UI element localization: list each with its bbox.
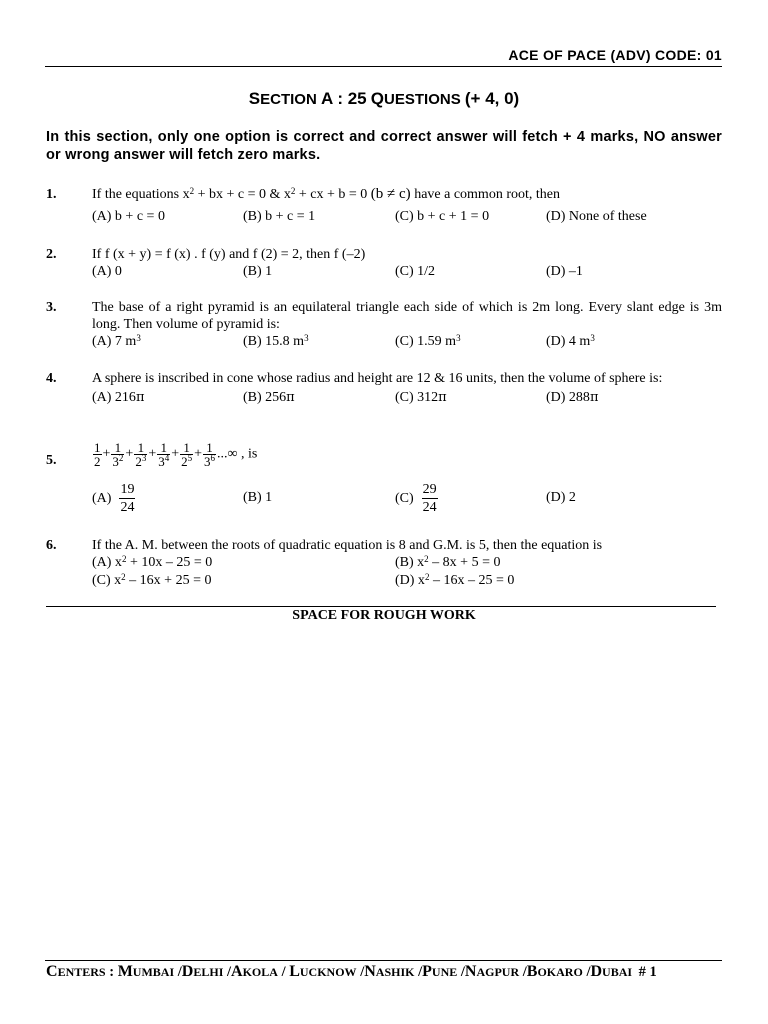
center-city: PUNE	[422, 963, 458, 980]
options	[92, 333, 722, 351]
center-city: MUMBAI	[117, 963, 175, 980]
option-a: (A) 0	[92, 264, 122, 279]
option-c: (C) 1/2	[395, 264, 436, 279]
question-number: 5.	[46, 453, 57, 468]
options	[92, 389, 722, 407]
section-instructions: In this section, only one option is correct and correct answer will fetch + 4 marks, NO answer or wrong answer will fetch zero marks.	[46, 129, 722, 163]
question-body	[92, 299, 722, 351]
option-a: (A) b + c = 0	[92, 209, 165, 224]
option-c: (C) $x^2 - 16x + 25 = 0$	[92, 572, 212, 588]
question-text: If f (x + y) = f (x) . f (y) and f (2) = 2, then f (–2)	[92, 247, 366, 262]
option-a: (A) 7 $m^3$	[92, 333, 141, 349]
option-a: (A) 216π	[92, 390, 145, 405]
center-city: DELHI	[181, 963, 224, 980]
center-city: NAGPUR	[464, 963, 520, 980]
question-text: If the equations $x^2$ + bx + c = 0 & $x^2$ + cx + b = 0 (b ≠ c) have a common root, then	[92, 186, 560, 202]
series-term: $\frac{1}{3^4}$	[158, 440, 170, 469]
option-b: (B) 15.8 $m^3$	[243, 333, 309, 349]
option-c: (C) b + c + 1 = 0	[395, 209, 490, 224]
question-body	[92, 370, 722, 407]
centers-footer: CENTERS : MUMBAI /DELHI /AKOLA / LUCKNOW /NASHIK /PUNE /NAGPUR /BOKARO /DUBAI # 1	[46, 963, 657, 980]
option-d: (D) $x^2 - 16x - 25 = 0$	[395, 572, 515, 588]
option-d: (D) 4 $m^3$	[546, 333, 595, 349]
options	[92, 208, 722, 226]
option-c: (C) 312π	[395, 390, 447, 405]
header-divider	[45, 66, 722, 67]
center-city: BOKARO	[526, 963, 583, 980]
series-term: $\frac{1}{3^2}$	[112, 440, 124, 469]
options	[92, 263, 722, 281]
option-b: (B) 1	[243, 490, 273, 505]
center-city: DUBAI	[590, 963, 633, 980]
center-cities: MUMBAI /DELHI /AKOLA / LUCKNOW /NASHIK /PUNE /NAGPUR /BOKARO /DUBAI	[117, 963, 633, 980]
page-number: # 1	[638, 964, 657, 980]
question-text: The base of a right pyramid is an equilateral triangle each side of which is 2m long. Every slant edge is 3m long. Then volume of pyramid is:	[92, 300, 722, 332]
option-c: (C) 1.59 $m^3$	[395, 333, 461, 349]
series-term: $\frac{1}{2^3}$	[135, 440, 147, 469]
series-term: $\frac{1}{2}$	[94, 440, 101, 469]
footer-divider	[45, 960, 722, 961]
option-d: (D) 2	[546, 490, 576, 505]
question-number: 1.	[46, 187, 57, 202]
question-text: If the A. M. between the roots of quadratic equation is 8 and G.M. is 5, then the equation is	[92, 538, 603, 553]
rough-work-divider	[46, 606, 716, 607]
center-city: LUCKNOW	[289, 963, 357, 980]
series-term: $\frac{1}{3^6}$	[204, 440, 216, 469]
option-a: (A) $\frac{19}{24}$	[92, 482, 135, 515]
question-body	[92, 441, 722, 517]
section-title: SECTION A : 25 QUESTIONS (+ 4, 0)	[248, 89, 520, 108]
center-city: NASHIK	[364, 963, 415, 980]
option-b: (B) 1	[243, 264, 273, 279]
option-c: (C) $\frac{29}{24}$	[395, 482, 437, 515]
option-b: (B) 256π	[243, 390, 295, 405]
option-d: (D) 288π	[546, 390, 599, 405]
series-expression: $\frac{1}{2}$ + $\frac{1}{3^2}$ + $\frac{1}{2^3}$ + $\frac{1}{3^4}$ + $\frac{1}{2^5}$ + $\frac{1}{3^6}$ ...∞ , is	[94, 440, 258, 469]
option-b: (B) $x^2 - 8x + 5 = 0$	[395, 554, 501, 570]
options	[92, 481, 722, 517]
series-term: $\frac{1}{2^5}$	[181, 440, 193, 469]
question-number: 6.	[46, 538, 57, 553]
options-row-2	[92, 572, 722, 590]
option-b: (B) b + c = 1	[243, 209, 316, 224]
options-row-1	[92, 554, 722, 572]
option-d: (D) –1	[546, 264, 583, 279]
option-a: (A) $x^2 + 10x - 25 = 0$	[92, 554, 213, 570]
question-body	[92, 246, 722, 281]
option-d: (D) None of these	[546, 209, 647, 224]
center-city: AKOLA	[231, 963, 278, 980]
question-number: 2.	[46, 247, 57, 262]
exam-code-header: ACE OF PACE (ADV) CODE: 01	[508, 47, 722, 63]
question-text: A sphere is inscribed in cone whose radius and height are 12 & 16 units, then the volume of sphere is:	[92, 371, 663, 386]
question-number: 3.	[46, 300, 57, 315]
rough-work-heading: SPACE FOR ROUGH WORK	[292, 608, 476, 623]
question-body	[92, 186, 722, 226]
question-number: 4.	[46, 371, 57, 386]
question-body	[92, 537, 722, 590]
